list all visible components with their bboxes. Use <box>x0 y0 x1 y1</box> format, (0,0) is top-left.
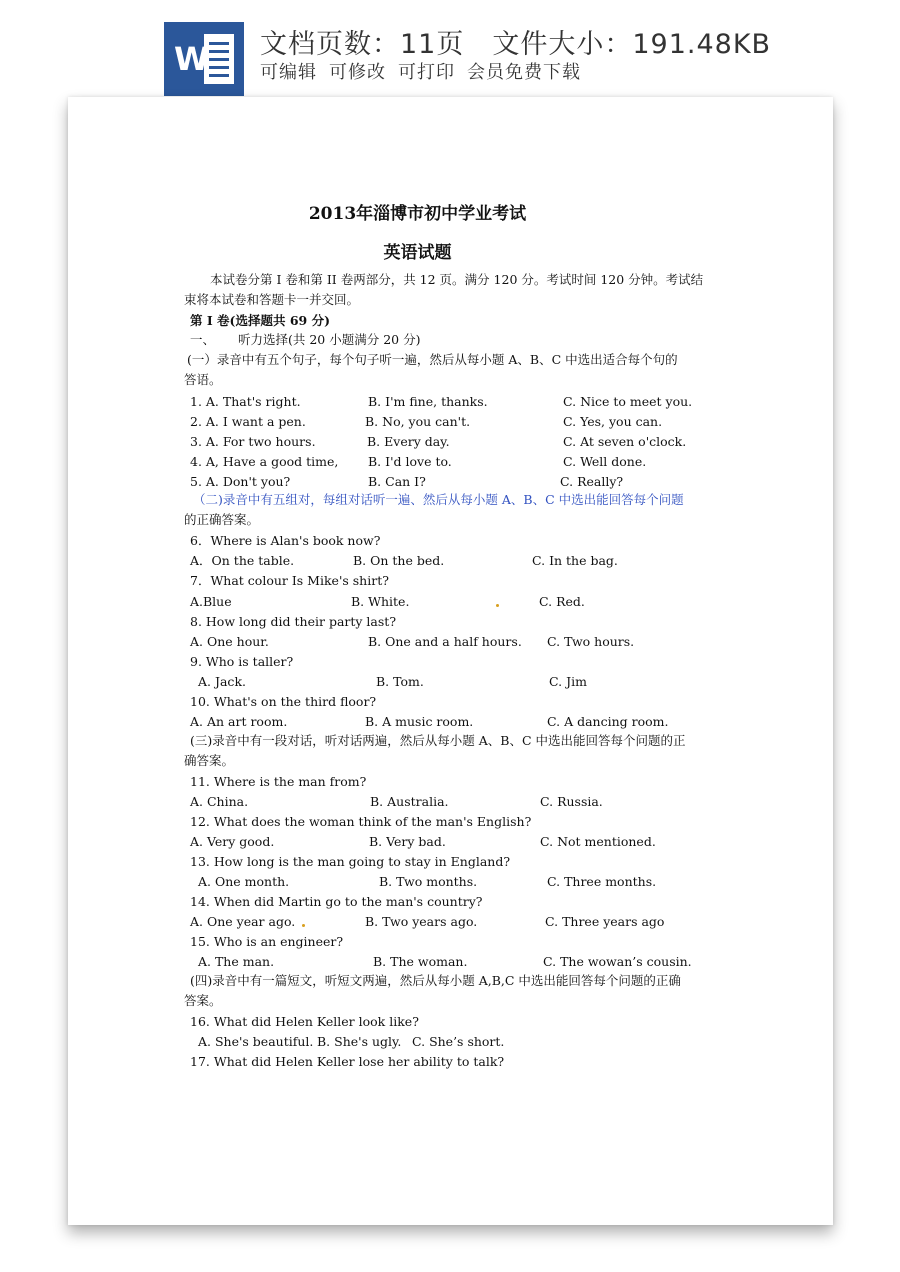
q15-question: 15. Who is an engineer? <box>190 934 344 949</box>
tag-printable: 可打印 <box>398 62 455 83</box>
subsection-4-line-2: 答案。 <box>184 993 222 1008</box>
q16-option-b: B. She's ugly. <box>317 1034 402 1049</box>
q10-option-c: C. A dancing room. <box>547 714 669 729</box>
q9-option-a: A. Jack. <box>198 674 246 689</box>
q15-option-a: A. The man. <box>198 954 275 969</box>
q9-option-b: B. Tom. <box>376 674 424 689</box>
q16-option-c: C. She’s short. <box>412 1034 505 1049</box>
subsection-3-line-2: 确答案。 <box>184 753 235 768</box>
q3-option-c: C. At seven o'clock. <box>563 434 687 449</box>
q2-option-a: 2. A. I want a pen. <box>190 414 306 429</box>
q12-option-a: A. Very good. <box>190 834 275 849</box>
subsection-4-line-1: (四)录音中有一篇短文，听短文两遍，然后从每小题 A,B,C 中选出能回答每个问题的正确 <box>190 973 681 988</box>
q7-option-b: B. White. <box>351 594 410 609</box>
q1-option-b: B. I'm fine, thanks. <box>368 394 488 409</box>
word-logo-letter: W <box>174 40 210 78</box>
tag-modifiable: 可修改 <box>329 62 386 83</box>
q6-option-a: A．On the table. <box>190 553 295 568</box>
q4-option-a: 4. A, Have a good time, <box>190 454 339 469</box>
q14-option-c: C. Three years ago <box>545 914 665 929</box>
q2-option-b: B. No, you can't. <box>365 414 471 429</box>
q5-option-c: C. Really? <box>560 474 624 489</box>
q9-option-c: C. Jim <box>549 674 587 689</box>
q10-option-a: A. An art room. <box>190 714 288 729</box>
q13-option-b: B. Two months. <box>379 874 478 889</box>
q8-option-b: B. One and a half hours. <box>368 634 522 649</box>
subsection-2-line-1: （二)录音中有五组对，每组对话听一遍、然后从每小题 A、B、C 中选出能回答每个问题 <box>193 492 684 507</box>
tag-editable: 可编辑 <box>260 62 317 83</box>
file-size: 文件大小：191.48KB <box>492 29 772 60</box>
subsection-1-line-2: 答语。 <box>184 372 222 387</box>
intro-line-1: 本试卷分第 I 卷和第 II 卷两部分，共 12 页。满分 120 分。考试时间 120 分钟。考试结 <box>210 272 704 287</box>
q14-option-a: A. One year ago. <box>190 914 296 929</box>
q6-option-c: C. In the bag. <box>532 553 618 568</box>
subsection-2-line-2: 的正确答案。 <box>184 512 260 527</box>
stray-dot <box>496 604 499 607</box>
section-1-number: 一、 <box>190 332 216 347</box>
q16-question: 16. What did Helen Keller look like? <box>190 1014 419 1029</box>
q1-option-c: C. Nice to meet you. <box>563 394 693 409</box>
q4-option-b: B. I'd love to. <box>368 454 452 469</box>
q10-option-b: B. A music room. <box>365 714 474 729</box>
q14-option-b: B. Two years ago. <box>365 914 478 929</box>
stray-dot <box>302 924 305 927</box>
q13-option-a: A. One month. <box>198 874 290 889</box>
q5-option-b: B. Can I? <box>368 474 426 489</box>
word-doc-icon <box>164 22 244 96</box>
q8-question: 8. How long did their party last? <box>190 614 397 629</box>
q3-option-a: 3. A. For two hours. <box>190 434 316 449</box>
q6-option-b: B. On the bed. <box>353 553 445 568</box>
q1-option-a: 1. A. That's right. <box>190 394 301 409</box>
q11-question: 11. Where is the man from? <box>190 774 367 789</box>
part-1-heading: 第 I 卷(选择题共 69 分) <box>190 313 330 328</box>
intro-line-2: 束将本试卷和答题卡一并交回。 <box>184 292 360 307</box>
q10-question: 10. What's on the third floor? <box>190 694 377 709</box>
q7-option-a: A.Blue <box>190 594 232 609</box>
q15-option-c: C. The wowan’s cousin. <box>543 954 692 969</box>
q13-option-c: C. Three months. <box>547 874 657 889</box>
q9-question: 9. Who is taller? <box>190 654 294 669</box>
q4-option-c: C. Well done. <box>563 454 647 469</box>
q2-option-c: C. Yes, you can. <box>563 414 663 429</box>
download-banner <box>0 0 900 100</box>
subsection-1-line-1: (一）录音中有五个句子，每个句子听一遍，然后从每小题 A、B、C 中选出适合每个句的 <box>187 352 678 367</box>
q7-option-c: C. Red. <box>539 594 585 609</box>
q5-option-a: 5. A. Don't you? <box>190 474 291 489</box>
q17-question: 17. What did Helen Keller lose her ability to talk? <box>190 1054 505 1069</box>
q13-question: 13. How long is the man going to stay in England? <box>190 854 511 869</box>
q7-question: 7．What colour Is Mike's shirt? <box>190 573 389 588</box>
q6-question: 6．Where is Alan's book now? <box>190 533 381 548</box>
q8-option-a: A. One hour. <box>190 634 269 649</box>
tag-free-download: 会员免费下载 <box>467 62 581 83</box>
q12-option-c: C. Not mentioned. <box>540 834 656 849</box>
q11-option-b: B. Australia. <box>370 794 449 809</box>
q8-option-c: C. Two hours. <box>547 634 635 649</box>
q16-option-a: A. She's beautiful. <box>198 1034 314 1049</box>
q15-option-b: B. The woman. <box>373 954 468 969</box>
q12-option-b: B. Very bad. <box>369 834 446 849</box>
q11-option-a: A. China. <box>190 794 249 809</box>
page-count: 文档页数：11页 <box>260 29 465 60</box>
subsection-3-line-1: (三)录音中有一段对话，听对话两遍，然后从每小题 A、B、C 中选出能回答每个问题的正 <box>190 733 686 748</box>
q11-option-c: C. Russia. <box>540 794 603 809</box>
section-1-title: 听力选择(共 20 小题满分 20 分) <box>238 332 421 347</box>
q12-question: 12. What does the woman think of the man's English? <box>190 814 532 829</box>
doc-subtitle: 英语试题 <box>383 243 452 263</box>
q3-option-b: B. Every day. <box>367 434 450 449</box>
doc-title: 2013年淄博市初中学业考试 <box>308 204 527 224</box>
q14-question: 14. When did Martin go to the man's country? <box>190 894 483 909</box>
